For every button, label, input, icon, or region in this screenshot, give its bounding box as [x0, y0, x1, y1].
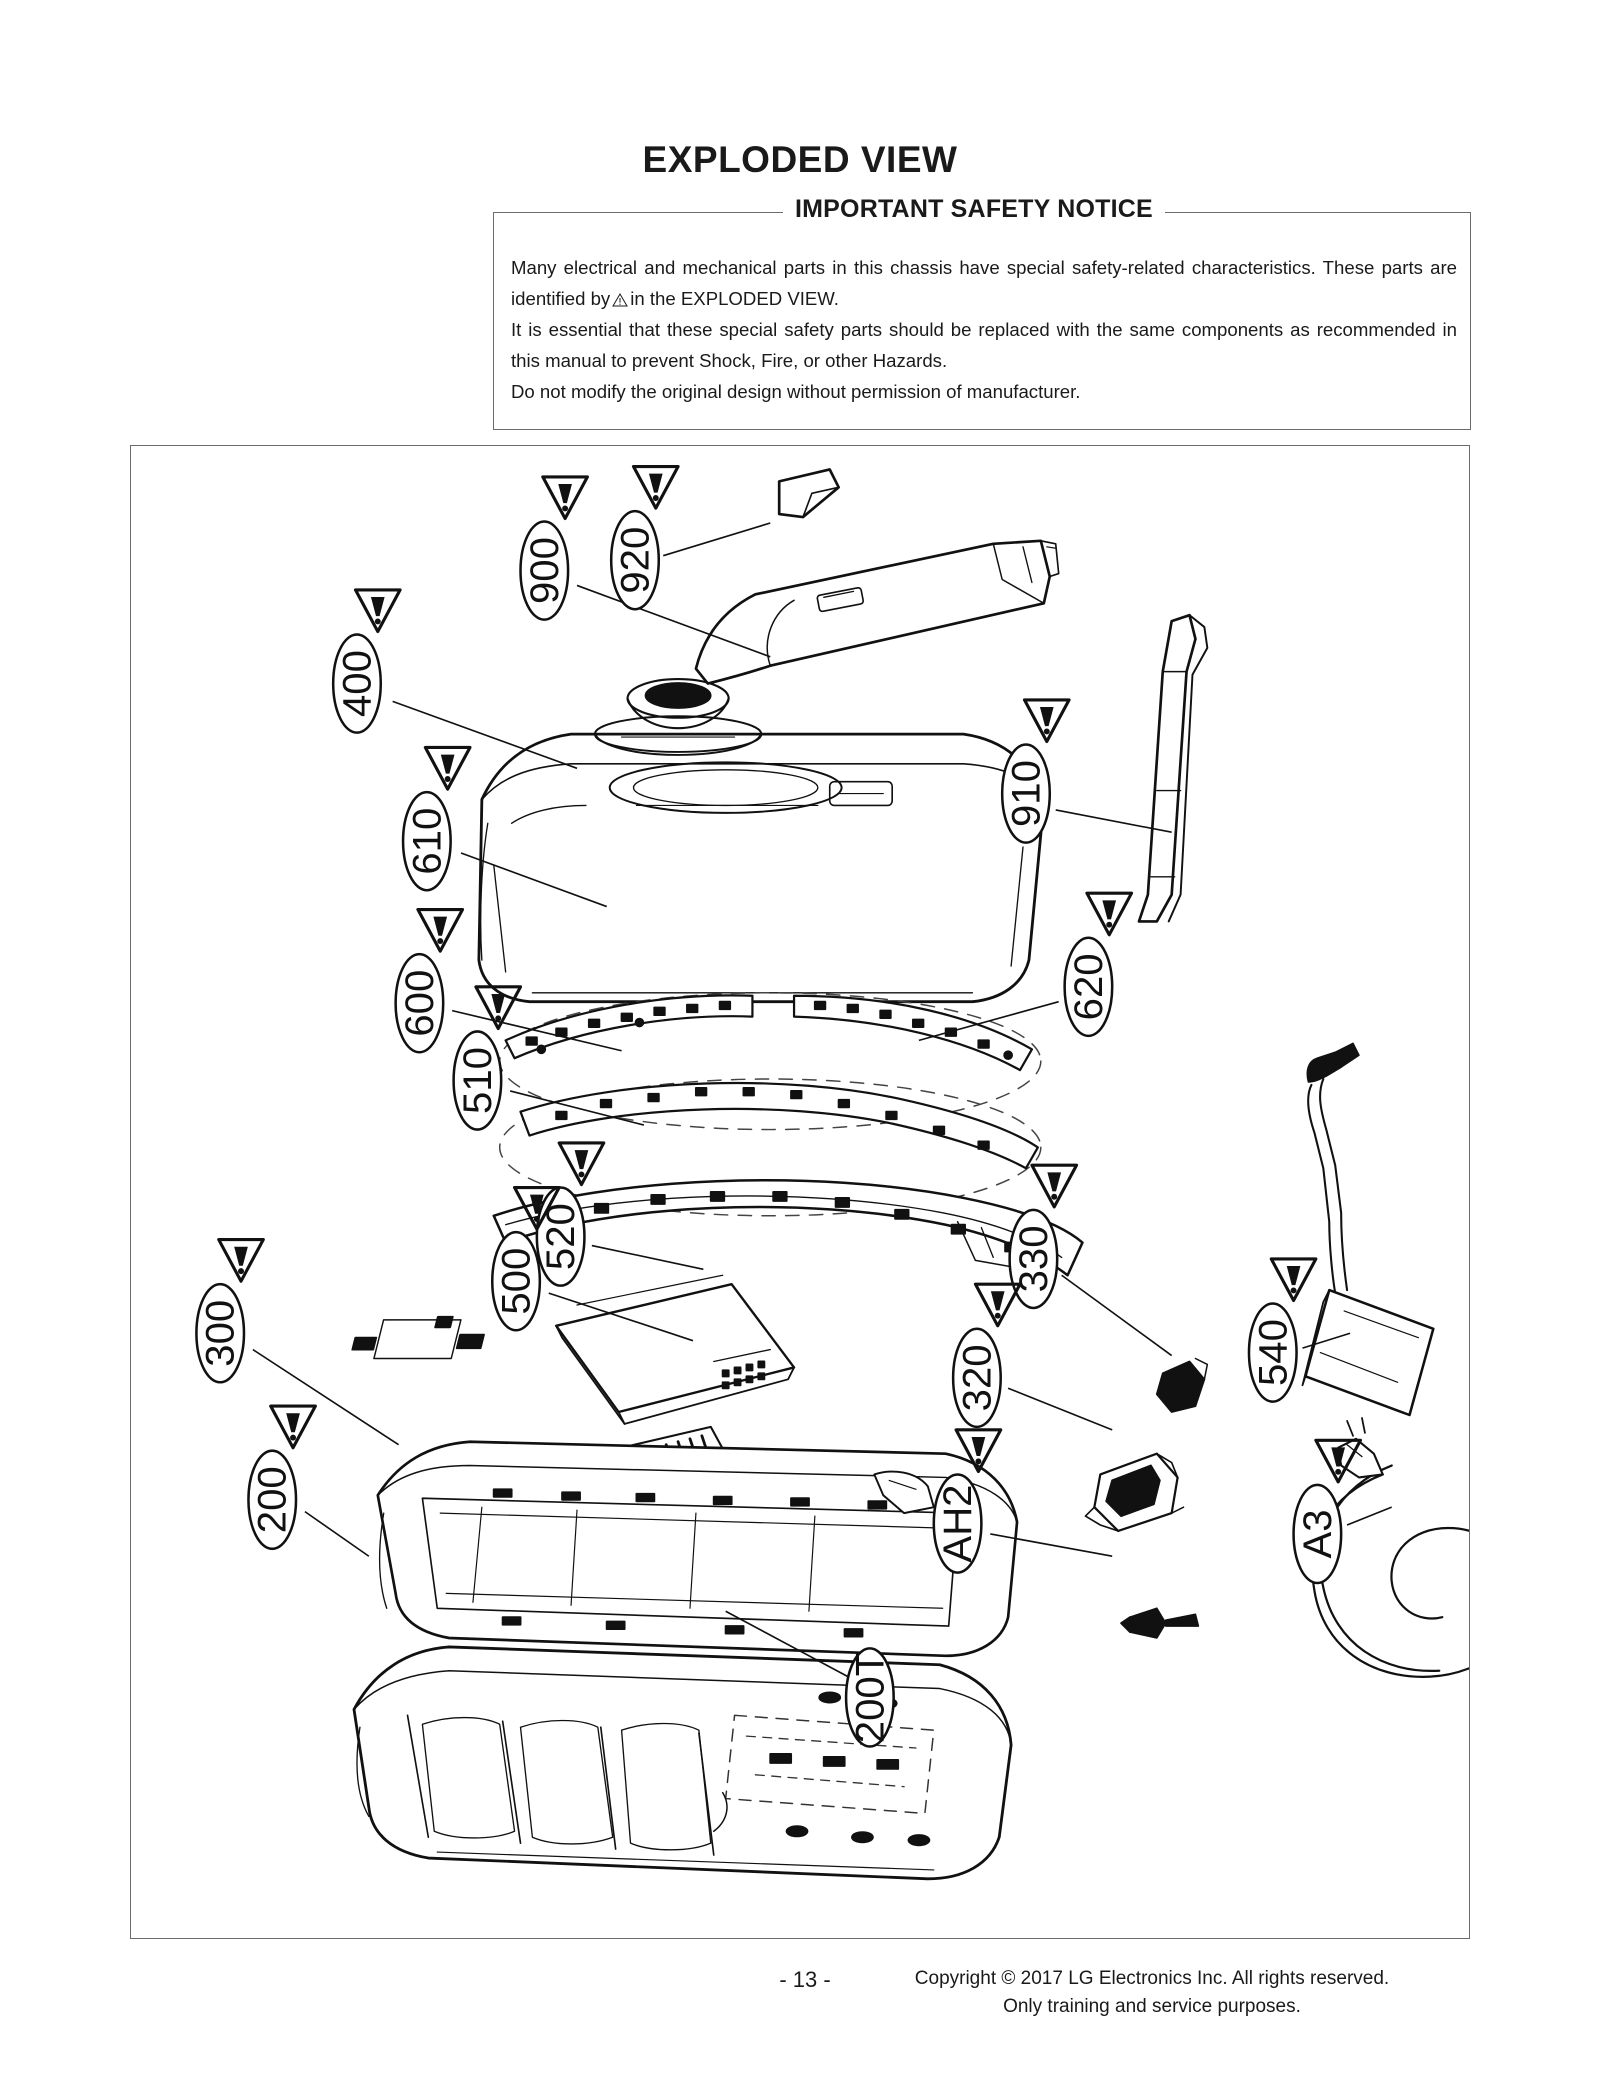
callout-AH2	[934, 1430, 1112, 1573]
page-title: EXPLODED VIEW	[642, 139, 958, 180]
callout-leader-line	[577, 585, 770, 656]
safety-notice-legend: IMPORTANT SAFETY NOTICE	[783, 195, 1165, 224]
warning-triangle-icon	[612, 285, 628, 299]
callout-leader-line	[1347, 1507, 1392, 1525]
warning-triangle-icon	[1087, 893, 1132, 935]
part-330-connector	[1157, 1359, 1208, 1413]
warning-triangle-icon	[1271, 1259, 1316, 1301]
callout-leader-line	[1008, 1388, 1112, 1430]
callout-leader-line	[305, 1512, 369, 1557]
callout-number: 600	[396, 969, 442, 1037]
copyright-line-2: Only training and service purposes.	[1003, 1996, 1301, 2017]
callout-number: 500	[493, 1247, 539, 1315]
warning-triangle-icon	[271, 1406, 316, 1448]
callout-330	[1010, 1165, 1172, 1355]
safety-line1-a: Many electrical and mechanical parts in this chassis have special safety-related characteristics. These parts are identified by	[511, 257, 1457, 309]
callout-920	[611, 467, 770, 610]
part-300-chassis	[378, 1442, 1017, 1656]
warning-triangle-icon	[559, 1143, 604, 1185]
copyright-line-1: Copyright © 2017 LG Electronics Inc. All rights reserved.	[914, 1968, 1390, 1989]
part-900-wand	[595, 541, 1059, 755]
safety-line1-b: in the EXPLODED VIEW.	[630, 288, 839, 309]
callout-number: 610	[404, 807, 450, 875]
part-920-cap	[779, 469, 838, 517]
callout-number: 400	[334, 650, 380, 718]
callout-number: A3	[1294, 1509, 1340, 1559]
part-AH2-screw	[1121, 1608, 1198, 1638]
exploded-view-frame	[130, 445, 1470, 1939]
callout-number: 900	[521, 537, 567, 605]
callout-number: 300	[197, 1299, 243, 1367]
part-540-adapter	[1302, 1043, 1433, 1415]
part-520-main-pcb	[352, 1275, 794, 1424]
part-910-stand	[1139, 615, 1207, 921]
callout-number: 540	[1250, 1319, 1296, 1387]
callout-number: 520	[538, 1203, 584, 1271]
safety-paragraph-3: Do not modify the original design without permission of manufacturer.	[511, 381, 1081, 402]
callout-910	[1002, 700, 1171, 843]
callout-leader-line	[253, 1350, 399, 1445]
callout-number: 320	[954, 1344, 1000, 1412]
callout-leader-line	[663, 523, 770, 556]
callout-number: 510	[454, 1047, 500, 1114]
copyright-notice	[872, 1965, 1432, 2021]
warning-triangle-icon	[355, 590, 400, 632]
callout-number: 200	[249, 1466, 295, 1534]
callout-leader-line	[393, 701, 577, 768]
warning-triangle-icon	[219, 1240, 264, 1282]
part-320-switch	[1085, 1454, 1183, 1531]
warning-triangle-icon	[633, 467, 678, 509]
page-footer	[0, 1955, 1600, 2035]
warning-triangle-icon	[418, 910, 463, 952]
important-safety-notice-box	[493, 195, 1471, 430]
callout-number: 910	[1003, 760, 1049, 828]
part-620-led-strip	[794, 996, 1032, 1070]
safety-notice-body	[511, 252, 1457, 407]
warning-triangle-icon	[1032, 1165, 1077, 1207]
callout-leader-line	[1062, 1275, 1172, 1355]
callout-number: 330	[1010, 1225, 1056, 1293]
page-number: - 13 -	[779, 1967, 831, 1992]
part-200-base-cover	[354, 1647, 1011, 1879]
callout-number: 200T	[847, 1651, 893, 1744]
callout-610	[403, 747, 607, 906]
warning-triangle-icon	[1024, 700, 1069, 742]
callout-number: 920	[612, 526, 658, 594]
part-610-led-strip	[506, 995, 753, 1058]
callout-leader-line	[592, 1246, 703, 1270]
warning-triangle-icon	[543, 477, 588, 519]
safety-paragraph-1	[511, 252, 1457, 314]
callout-leader-line	[461, 853, 607, 907]
safety-paragraph-2: It is essential that these special safety parts should be replaced with the same components as recommended in this manual to prevent Shock, Fire, or other Hazards.	[511, 319, 1457, 371]
callout-200	[248, 1406, 368, 1556]
callout-number: 620	[1065, 953, 1111, 1021]
callout-number: AH2	[935, 1484, 981, 1563]
exploded-view-diagram	[131, 446, 1469, 1938]
warning-triangle-icon	[425, 747, 470, 789]
part-400-top-cover	[479, 734, 1044, 1002]
